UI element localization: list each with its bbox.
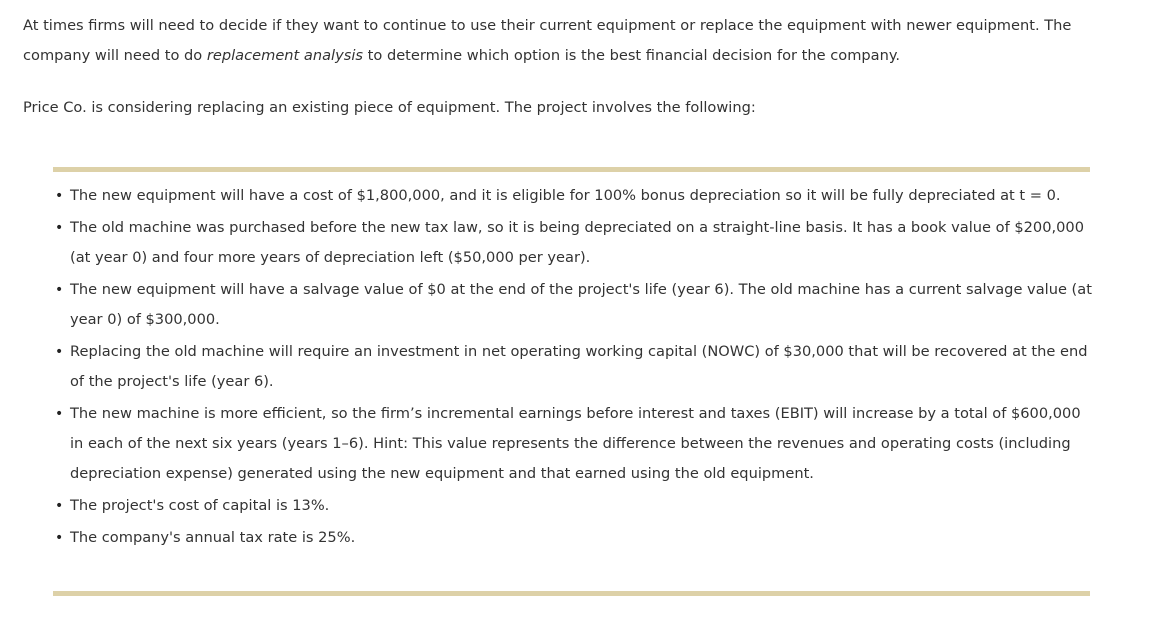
list-item [53,399,1093,489]
intro-paragraph [23,11,1143,71]
list-item-text: The project's cost of capital is 13%. [70,497,330,514]
bullet-icon: • [55,498,64,514]
bullet-icon: • [55,406,64,422]
list-item [53,181,1093,211]
list-item-text: The new equipment will have a cost of $1,800,000, and it is eligible for 100% bonus depreciation so it will be fully depreciated at t = 0. [70,187,1061,204]
bottom-divider [53,591,1090,596]
bullet-icon: • [55,344,64,360]
list-item-text: The old machine was purchased before the new tax law, so it is being depreciated on a straight-line basis. It has a book value of $200,000 (at year 0) and four more years of depreciation left ($50,000 per year). [70,219,1084,266]
bullet-icon: • [55,282,64,298]
bullet-icon: • [55,530,64,546]
top-divider [53,167,1090,172]
setup-paragraph: Price Co. is considering replacing an existing piece of equipment. The project involves the following: [23,99,756,116]
list-item [53,491,1093,521]
list-item-text: The new equipment will have a salvage value of $0 at the end of the project's life (year 6). The old machine has a current salvage value (at year 0) of $300,000. [70,281,1092,328]
project-details-list [53,181,1093,555]
intro-emphasis: replacement analysis [206,47,364,64]
list-item [53,523,1093,553]
intro-text-part1: At times firms will need to decide if they want to continue to use their current equipment or replace the equipment with newer equipment. The company will need to do [23,17,1072,64]
bullet-icon: • [55,220,64,236]
list-item [53,213,1093,273]
list-item-text: The company's annual tax rate is 25%. [70,529,356,546]
bullet-icon: • [55,188,64,204]
list-item-text: Replacing the old machine will require an investment in net operating working capital (NOWC) of $30,000 that will be recovered at the end of the project's life (year 6). [70,343,1088,390]
list-item [53,337,1093,397]
list-item [53,275,1093,335]
intro-text-part2: to determine which option is the best financial decision for the company. [363,47,901,64]
list-item-text: The new machine is more efficient, so the firm’s incremental earnings before interest and taxes (EBIT) will increase by a total of $600,000 in each of the next six years (years 1–6). Hint: This value represents the difference between the revenues and operating costs (including depreciation expense) generated using the new equipment and that earned using the old equipment. [70,405,1081,482]
